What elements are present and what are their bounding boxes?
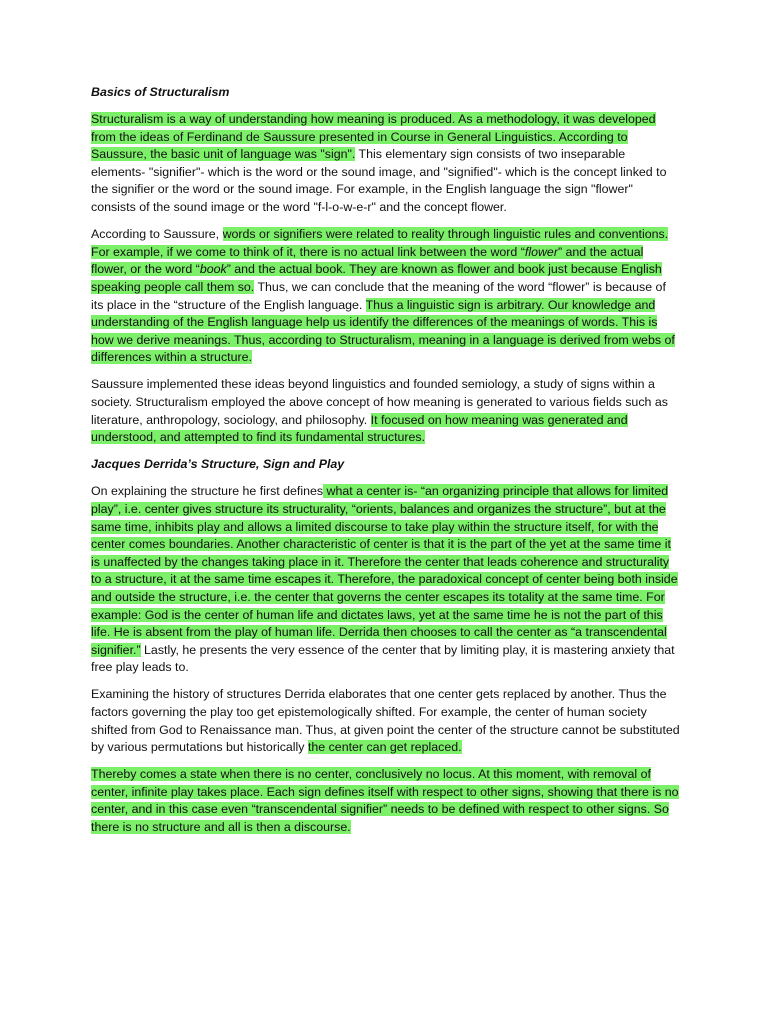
highlighted-text: Thereby comes a state when there is no center, conclusively no locus. At this moment, with removal of center, infinite play takes place. Each sign defines itself with respect to other signs, showing that there is no center, and in this case even “transcendental signifier” needs to be defined with respect to other signs. So there is no structure and all is then a discourse. xyxy=(91,767,679,835)
paragraph-5 xyxy=(91,686,681,756)
highlighted-text-part: words or signifiers were related to reality through linguistic rules and conventions. For example, if we come to think of it, there is no actual link between the word “ xyxy=(91,227,669,259)
highlighted-text: Thus a linguistic sign is arbitrary. Our knowledge and understanding of the English language help us identify the differences of the meanings of words. This is how we derive meanings. Thus, according to Structuralism, meaning in a language is derived from webs of differences within a structure. xyxy=(91,297,675,365)
paragraph-2 xyxy=(91,226,681,367)
highlighted-text: It focused on how meaning was generated and understood, and attempted to find its fundamental structures. xyxy=(91,412,628,445)
highlighted-text: the center can get replaced. xyxy=(307,740,462,755)
paragraph-text: On explaining the structure he first defines xyxy=(91,484,324,499)
highlighted-text: Structuralism is a way of understanding how meaning is produced. As a methodology, it was developed from the ideas of Ferdinand de Saussure presented in Course in General Linguistics. According to Saussure, the basic unit of language was "sign". xyxy=(91,112,656,162)
document-page xyxy=(91,84,681,846)
paragraph-text: Lastly, he presents the very essence of the center that by limiting play, it is mastering anxiety that free play leads to. xyxy=(91,642,675,675)
highlighted-text-part: ” and the actual book. They are known as flower and book just because English speaking people call them so. xyxy=(91,262,662,294)
paragraph-text: This elementary sign consists of two inseparable elements- "signifier"- which is the word or the sound image, and "signified"- which is the concept linked to the signifier or the word or the sound image. For example, in the English language the sign "flower" consists of the sound image or the word "f-l-o-w-e-r" and the concept flower. xyxy=(91,147,667,215)
paragraph-text: According to Saussure, xyxy=(91,227,223,242)
paragraph-text: Thus, we can conclude that the meaning of the word “flower” is because of its place in the “structure of the English language. xyxy=(91,279,666,312)
heading-basics-of-structuralism: Basics of Structuralism xyxy=(91,85,230,99)
highlighted-text-part: ” and the actual flower, or the word “ xyxy=(91,244,644,277)
paragraph-4 xyxy=(91,483,681,677)
italic-word: flower xyxy=(524,244,558,259)
highlighted-text: what a center is- “an organizing principle that allows for limited play”, i.e. center gives structure its structurality, “orients, balances and organizes the structure”, but at the same time, inhibits play and allows a limited discourse to take play within the structure itself, for with the center comes boundaries. Another characteristic of center is that it is the part of the yet at the same time it is unaffected by the changes taking place in it. Therefore the center that leads coherence and structurality to a structure, it at the same time escapes it. Therefore, the paradoxical concept of center being both inside and outside the structure, i.e. the center that governs the center escapes its totality at the same time. For example: God is the center of human life and dictates laws, yet at the same time he is not the part of this life. He is absent from the play of human life. Derrida then chooses to call the center as “a transcendental signifier.” xyxy=(91,484,678,657)
paragraph-text: Examining the history of structures Derrida elaborates that one center gets replaced by another. Thus the factors governing the play too get epistemologically shifted. For example, the center of human society shifted from God to Renaissance man. Thus, at given point the center of the structure cannot be substituted by various permutations but historically xyxy=(91,687,680,755)
italic-word: book xyxy=(199,262,227,277)
heading-derrida: Jacques Derrida’s Structure, Sign and Play xyxy=(91,457,345,472)
paragraph-text: Saussure implemented these ideas beyond linguistics and founded semiology, a study of signs within a society. Structuralism employed the above concept of how meaning is generated to various fields such as literature, anthropology, sociology, and philosophy. xyxy=(91,377,668,427)
paragraph-6 xyxy=(91,766,681,836)
paragraph-3 xyxy=(91,376,681,446)
paragraph-1 xyxy=(91,111,681,217)
